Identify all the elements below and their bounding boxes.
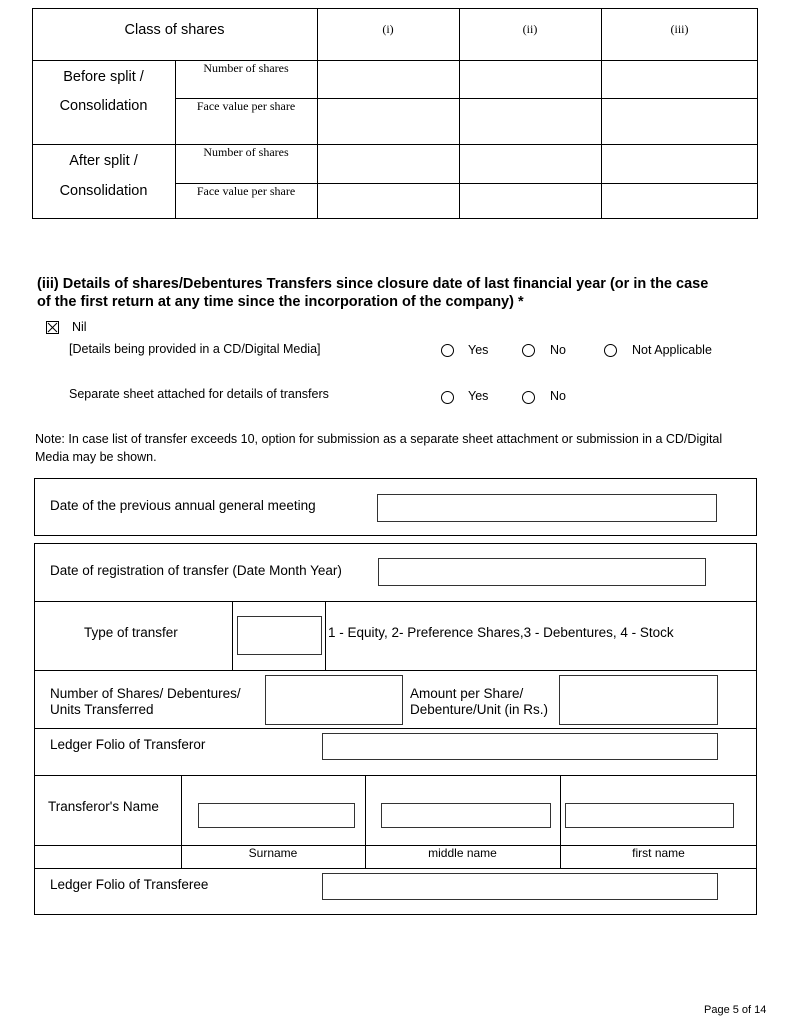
checkbox-cross-icon [47,322,58,333]
cd-no-label: No [550,343,566,357]
cd-yes-label: Yes [468,343,489,357]
nil-label: Nil [72,320,87,334]
section-iii-heading-line2: of the first return at any time since the incorporation of the company) * [37,294,524,310]
nil-checkbox[interactable] [46,321,59,334]
after-shares-cell-ii[interactable] [460,145,601,183]
cd-not-applicable-radio[interactable] [604,344,617,357]
surname-caption: Surname [248,846,298,860]
class-of-shares-header: Class of shares [124,22,225,38]
section-iii-heading-line1: (iii) Details of shares/Debentures Transfers since closure date of last financial year (or in the case [37,276,709,292]
after-face-value-cell-i[interactable] [318,184,459,219]
before-number-of-shares-label: Number of shares [203,61,289,75]
registration-date-input[interactable] [378,558,706,586]
after-number-of-shares-label: Number of shares [203,145,289,159]
transferor-middle-name-input[interactable] [381,803,551,828]
before-shares-cell-ii[interactable] [460,61,601,98]
cd-yes-radio[interactable] [441,344,454,357]
before-shares-cell-i[interactable] [318,61,459,98]
amount-per-share-label-line1: Amount per Share/ [410,686,524,701]
amount-per-share-input[interactable] [559,675,718,725]
column-header-iii: (iii) [670,22,689,36]
transferor-surname-input[interactable] [198,803,355,828]
transfer-row-divider [34,775,757,776]
after-face-value-cell-iii[interactable] [602,184,758,219]
previous-agm-label: Date of the previous annual general meeting [50,498,316,513]
after-consolidation-label: Consolidation [59,183,148,199]
before-face-value-cell-i[interactable] [318,99,459,144]
amount-per-share-label-line2: Debenture/Unit (in Rs.) [410,702,549,717]
type-of-transfer-label: Type of transfer [84,625,178,640]
column-header-i: (i) [382,22,394,36]
after-shares-cell-i[interactable] [318,145,459,183]
after-shares-cell-iii[interactable] [602,145,758,183]
type-of-transfer-input[interactable] [237,616,322,655]
before-split-label: Before split / [63,69,144,85]
sheet-no-radio[interactable] [522,391,535,404]
type-of-transfer-legend: 1 - Equity, 2- Preference Shares,3 - Debentures, 4 - Stock [328,625,674,640]
before-face-value-cell-iii[interactable] [602,99,758,144]
ledger-transferor-input[interactable] [322,733,718,760]
before-shares-cell-iii[interactable] [602,61,758,98]
registration-date-label: Date of registration of transfer (Date Month Year) [50,563,342,578]
transferor-first-name-input[interactable] [565,803,734,828]
separate-sheet-label: Separate sheet attached for details of transfers [69,387,329,401]
sheet-yes-radio[interactable] [441,391,454,404]
before-consolidation-label: Consolidation [59,98,148,114]
previous-agm-date-input[interactable] [377,494,717,522]
cd-digital-media-label: [Details being provided in a CD/Digital Media] [69,342,321,356]
shares-transferred-label-line2: Units Transferred [50,702,154,717]
cd-not-applicable-label: Not Applicable [632,343,712,357]
sheet-yes-label: Yes [468,389,489,403]
transfer-row-divider [34,670,757,671]
before-face-value-label: Face value per share [196,99,296,113]
ledger-transferee-input[interactable] [322,873,718,900]
first-name-caption: first name [632,846,685,860]
before-face-value-cell-ii[interactable] [460,99,601,144]
transfer-row-divider [34,728,757,729]
note-line2: Media may be shown. [35,450,157,464]
sheet-no-label: No [550,389,566,403]
after-face-value-cell-ii[interactable] [460,184,601,219]
note-line1: Note: In case list of transfer exceeds 10, option for submission as a separate sheet attachment or submission in a CD/Digital [35,432,723,446]
ledger-transferor-label: Ledger Folio of Transferor [50,737,206,752]
transfer-row-divider [34,868,757,869]
middle-name-caption: middle name [428,846,497,860]
shares-transferred-label-line1: Number of Shares/ Debentures/ [50,686,241,701]
after-face-value-label: Face value per share [196,184,296,198]
after-split-label: After split / [69,153,138,169]
transferor-name-label: Transferor's Name [48,799,159,814]
type-col-divider [232,601,233,670]
column-header-ii: (ii) [522,22,538,36]
cd-no-radio[interactable] [522,344,535,357]
transfer-row-divider [34,601,757,602]
page-number: Page 5 of 14 [704,1004,767,1016]
ledger-transferee-label: Ledger Folio of Transferee [50,877,209,892]
type-col-divider [325,601,326,670]
shares-transferred-input[interactable] [265,675,403,725]
